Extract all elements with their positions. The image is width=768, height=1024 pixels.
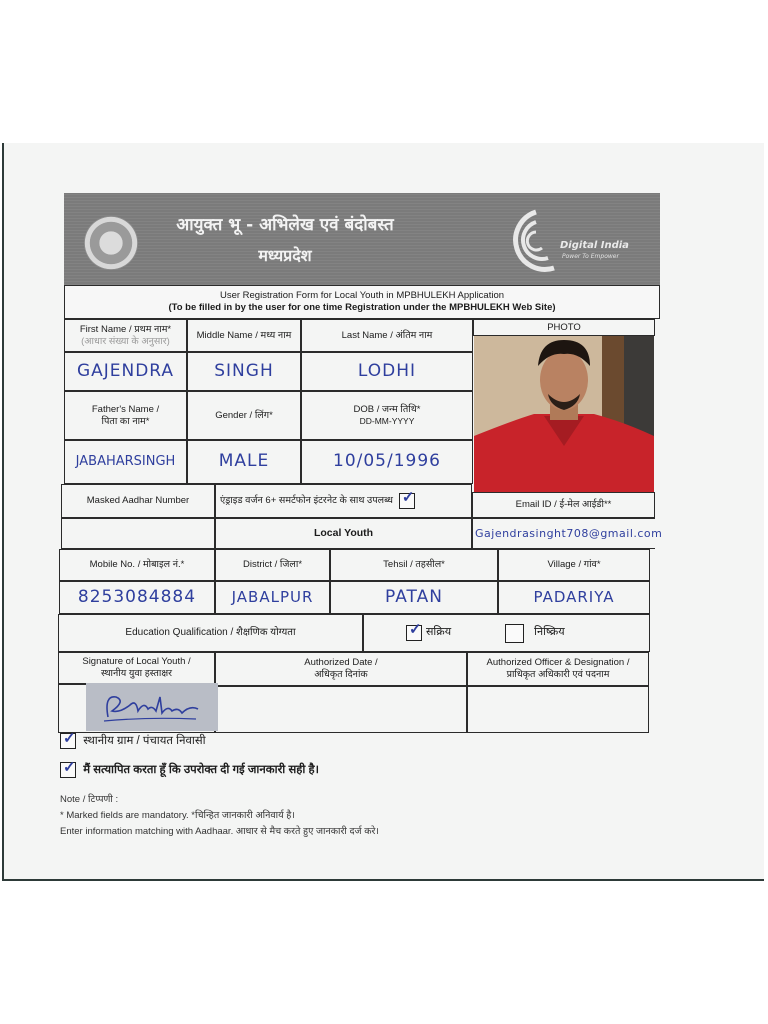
father-name-label-line1: Father's Name / xyxy=(91,403,160,415)
resident-declaration-text: स्थानीय ग्राम / पंचायत निवासी xyxy=(83,735,206,748)
active-label: सक्रिय xyxy=(426,626,452,639)
photo-label: PHOTO xyxy=(473,319,655,336)
authorized-officer-label xyxy=(467,652,649,686)
aadhar-value[interactable] xyxy=(61,518,215,549)
state-emblem-icon xyxy=(84,216,138,270)
district-label: District / जिला* xyxy=(215,549,330,581)
form-title: User Registration Form for Local Youth in MPBHULEKH Application xyxy=(219,290,505,302)
verify-check-icon: ✓ xyxy=(63,759,76,776)
first-name-value[interactable]: GAJENDRA xyxy=(64,352,187,391)
authorized-date-box[interactable] xyxy=(215,686,467,733)
dob-format-label: DD-MM-YYYY xyxy=(359,416,415,427)
signature-image xyxy=(86,683,218,731)
signature-label-line1: Signature of Local Youth / xyxy=(82,656,191,668)
digital-india-tagline: Power To Empower xyxy=(562,253,619,260)
first-name-label xyxy=(64,319,187,352)
last-name-value[interactable]: LODHI xyxy=(301,352,473,391)
android-check-icon: ✓ xyxy=(401,489,415,506)
father-name-label-line2: पिता का नाम* xyxy=(101,415,150,427)
android-availability-label: एंड्राइड वर्जन 6+ समर्टफोन इंटरनेट के साथ उपलब्ध xyxy=(220,495,393,507)
education-status-cell xyxy=(363,614,650,652)
authorized-officer-label-line2: प्राधिकृत अधिकारी एवं पदनाम xyxy=(506,669,610,680)
father-name-value[interactable]: JABAHARSINGH xyxy=(64,440,187,484)
note-heading: Note / टिप्पणी : xyxy=(60,794,119,805)
resident-check-icon: ✓ xyxy=(63,730,76,747)
active-check-icon: ✓ xyxy=(409,621,422,638)
applicant-photo-portrait-icon xyxy=(474,336,654,492)
aadhar-label: Masked Aadhar Number xyxy=(61,484,215,518)
middle-name-value[interactable]: SINGH xyxy=(187,352,301,391)
resident-checkbox[interactable] xyxy=(60,730,76,749)
resident-declaration xyxy=(60,730,206,749)
authorized-date-label xyxy=(215,652,467,686)
tehsil-value[interactable]: PATAN xyxy=(330,581,498,614)
email-label: Email ID / ई-मेल आईडी** xyxy=(472,492,655,518)
form-subtitle: (To be filled in by the user for one time Registration under the MPBHULEKH Web Site) xyxy=(168,302,556,313)
digital-india-logo-text: Digital India xyxy=(560,240,629,251)
form-header-band xyxy=(64,193,660,285)
verify-declaration xyxy=(60,759,319,778)
header-title: आयुक्त भू - अभिलेख एवं बंदोबस्त xyxy=(176,215,394,235)
note-line-1: * Marked fields are mandatory. *चिन्हित जानकारी अनिवार्य है। xyxy=(60,810,295,821)
applicant-photo xyxy=(474,336,654,492)
mobile-value[interactable]: 8253084884 xyxy=(59,581,215,614)
inactive-label: निष्क्रिय xyxy=(534,626,565,639)
father-name-label xyxy=(64,391,187,440)
verify-declaration-text: मैं सत्यापित करता हूँ कि उपरोक्त दी गई जानकारी सही है। xyxy=(83,764,319,777)
local-youth-label: Local Youth xyxy=(215,518,472,549)
first-name-hint: (आधार संख्या के अनुसार) xyxy=(81,335,170,347)
authorized-date-label-line2: अधिकृत दिनांक xyxy=(314,669,368,680)
gender-label: Gender / लिंग* xyxy=(187,391,301,440)
authorized-officer-box[interactable] xyxy=(467,686,649,733)
digital-india-logo-icon xyxy=(506,206,566,276)
first-name-label-text: First Name / प्रथम नाम* xyxy=(79,323,172,335)
authorized-officer-label-line1: Authorized Officer & Designation / xyxy=(486,657,630,669)
verify-checkbox[interactable] xyxy=(60,759,76,778)
inactive-checkbox[interactable] xyxy=(505,624,524,643)
tehsil-label: Tehsil / तहसील* xyxy=(330,549,498,581)
note-line-2: Enter information matching with Aadhaar. आधार से मैच करते हुए जानकारी दर्ज करे। xyxy=(60,826,380,837)
education-label: Education Qualification / शैक्षणिक योग्यता xyxy=(58,614,363,652)
mobile-label: Mobile No. / मोबाइल नं.* xyxy=(59,549,215,581)
village-label: Village / गांव* xyxy=(498,549,650,581)
dob-label xyxy=(301,391,473,440)
header-state: मध्यप्रदेश xyxy=(258,246,312,265)
last-name-label: Last Name / अंतिम नाम xyxy=(301,319,473,352)
email-value[interactable]: Gajendrasinght708@gmail.com xyxy=(472,518,655,549)
gender-value[interactable]: MALE xyxy=(187,440,301,484)
dob-value[interactable]: 10/05/1996 xyxy=(301,440,473,484)
signature-label-line2: स्थानीय युवा हस्ताक्षर xyxy=(100,668,173,679)
signature-label xyxy=(58,652,215,684)
village-value[interactable]: PADARIYA xyxy=(498,581,650,614)
dob-label-line1: DOB / जन्म तिथि* xyxy=(353,404,421,416)
form-title-block xyxy=(64,285,660,319)
authorized-date-label-line1: Authorized Date / xyxy=(304,657,378,669)
middle-name-label: Middle Name / मध्य नाम xyxy=(187,319,301,352)
active-checkbox[interactable] xyxy=(406,621,422,641)
district-value[interactable]: JABALPUR xyxy=(215,581,330,614)
android-availability-cell xyxy=(215,484,472,518)
android-checkbox[interactable] xyxy=(399,489,415,509)
handwritten-signature-icon xyxy=(86,683,218,731)
